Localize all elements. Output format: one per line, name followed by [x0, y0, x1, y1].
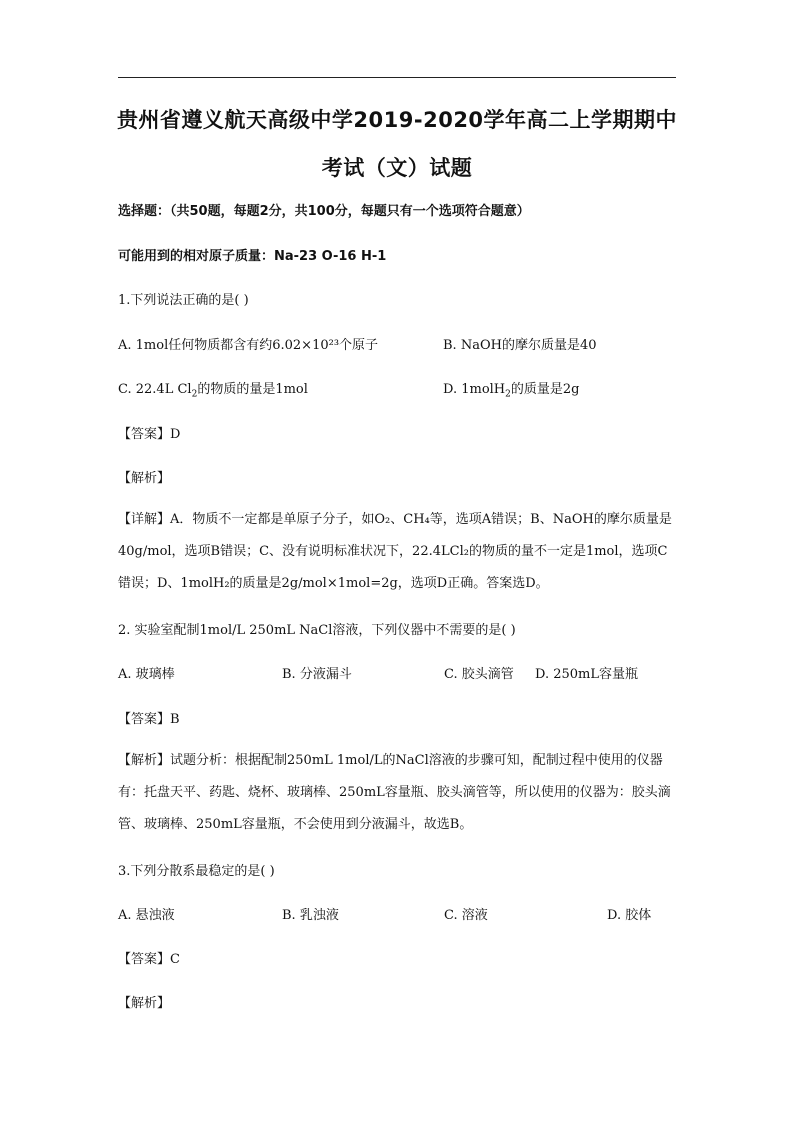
header-rule — [118, 77, 676, 78]
question-1-analysis-label: 【解析】 — [118, 471, 171, 486]
question-1-detail: 【详解】A．物质不一定都是单原子分子，如O₂、CH₄等，选项A错误；B、NaOH的摩尔质量是40g/mol，选项B错误；C、没有说明标准状况下，22.4LCl₂的物质的量不一定是1mol，选项C错误；D、1molH₂的质量是2g/mol×1mol=2g，选项D正确。答案选D。 — [118, 512, 672, 591]
question-1-stem: 1.下列说法正确的是( ) — [118, 293, 249, 308]
question-3-option-c: C. 溶液 — [444, 908, 488, 923]
question-2-stem: 2. 实验室配制1mol/L 250mL NaCl溶液，下列仪器中不需要的是( ) — [118, 623, 516, 638]
question-2-option-d: D. 250mL容量瓶 — [535, 667, 638, 682]
question-2-option-c: C. 胶头滴管 — [444, 667, 514, 682]
question-2-answer: 【答案】B — [118, 712, 180, 727]
question-3-answer: 【答案】C — [118, 952, 180, 967]
section-instructions: 选择题：（共50题，每题2分，共100分，每题只有一个选项符合题意） — [118, 204, 530, 219]
question-3-option-d: D. 胶体 — [607, 908, 652, 923]
question-1-answer: 【答案】D — [118, 427, 181, 442]
question-1-option-c: C. 22.4L $Cl_2$的物质的量是1mol — [118, 382, 308, 400]
question-1-option-b: B. NaOH的摩尔质量是40 — [443, 338, 597, 353]
question-3-analysis-label: 【解析】 — [118, 996, 171, 1011]
question-3-option-a: A. 悬浊液 — [118, 908, 175, 923]
atomic-mass-note: 可能用到的相对原子质量：Na-23 O-16 H-1 — [118, 249, 387, 264]
question-3-stem: 3.下列分散系最稳定的是( ) — [118, 864, 275, 879]
question-2-option-a: A. 玻璃棒 — [118, 667, 175, 682]
question-2-analysis: 【解析】试题分析：根据配制250mL 1mol/L的NaCl溶液的步骤可知，配制过程中使用的仪器有：托盘天平、药匙、烧杯、玻璃棒、250mL容量瓶、胶头滴管等，所以使用的仪器为：胶头滴管、玻璃棒、250mL容量瓶，不会使用到分液漏斗，故选B。 — [118, 753, 671, 832]
question-2-option-b: B. 分液漏斗 — [282, 667, 352, 682]
question-1-option-d: D. 1molH$_2$的质量是2g — [443, 382, 580, 400]
document-title: 贵州省遵义航天高级中学2019-2020学年高二上学期期中考试（文）试题 — [116, 108, 678, 180]
question-3-option-b: B. 乳浊液 — [282, 908, 339, 923]
question-1-option-a: A. 1mol任何物质都含有约6.02×10²³个原子 — [118, 338, 379, 353]
